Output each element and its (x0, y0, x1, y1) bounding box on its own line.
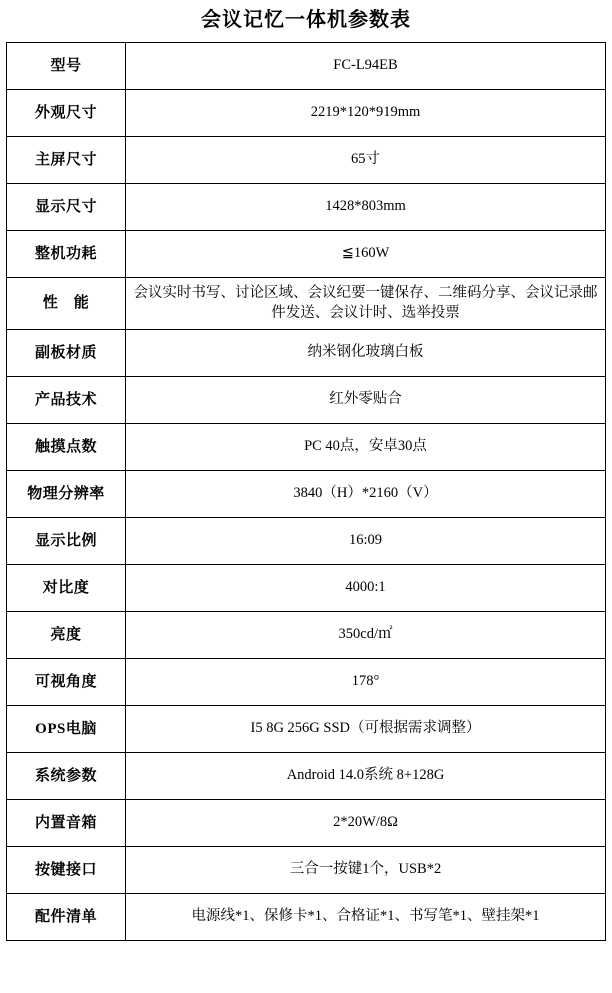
table-row (7, 753, 606, 800)
row-value: 350cd/㎡ (126, 612, 606, 659)
row-label: 性 能 (7, 278, 126, 330)
table-row (7, 800, 606, 847)
row-value: 4000:1 (126, 565, 606, 612)
row-label: 可视角度 (7, 659, 126, 706)
row-label: 副板材质 (7, 330, 126, 377)
table-row (7, 894, 606, 941)
row-label: 显示比例 (7, 518, 126, 565)
table-row (7, 424, 606, 471)
row-value: 纳米钢化玻璃白板 (126, 330, 606, 377)
row-label: 显示尺寸 (7, 184, 126, 231)
row-value: I5 8G 256G SSD（可根据需求调整） (126, 706, 606, 753)
row-label: 按键接口 (7, 847, 126, 894)
table-row (7, 278, 606, 330)
row-label: 物理分辨率 (7, 471, 126, 518)
table-row (7, 90, 606, 137)
row-label: OPS电脑 (7, 706, 126, 753)
row-value: ≦160W (126, 231, 606, 278)
table-row (7, 847, 606, 894)
table-row (7, 659, 606, 706)
row-value: Android 14.0系统 8+128G (126, 753, 606, 800)
table-row (7, 137, 606, 184)
row-value: 2219*120*919mm (126, 90, 606, 137)
row-label: 外观尺寸 (7, 90, 126, 137)
row-value: 会议实时书写、讨论区域、会议纪要一键保存、二维码分享、会议记录邮件发送、会议计时、选举投票 (126, 278, 606, 330)
page-title: 会议记忆一体机参数表 (201, 9, 411, 31)
row-value: 三合一按键1个，USB*2 (126, 847, 606, 894)
row-label: 系统参数 (7, 753, 126, 800)
row-value: PC 40点，安卓30点 (126, 424, 606, 471)
table-row (7, 330, 606, 377)
row-label: 整机功耗 (7, 231, 126, 278)
row-value: 65寸 (126, 137, 606, 184)
row-label: 触摸点数 (7, 424, 126, 471)
table-body (7, 43, 606, 941)
row-label: 配件清单 (7, 894, 126, 941)
row-label: 型号 (7, 43, 126, 90)
table-row (7, 706, 606, 753)
row-value: 电源线*1、保修卡*1、合格证*1、书写笔*1、壁挂架*1 (126, 894, 606, 941)
row-value: 178° (126, 659, 606, 706)
table-row (7, 565, 606, 612)
row-value: 16:09 (126, 518, 606, 565)
table-row (7, 231, 606, 278)
row-label: 内置音箱 (7, 800, 126, 847)
row-value: 红外零贴合 (126, 377, 606, 424)
row-label: 亮度 (7, 612, 126, 659)
table-row (7, 612, 606, 659)
row-value: 1428*803mm (126, 184, 606, 231)
row-label: 产品技术 (7, 377, 126, 424)
row-value: 2*20W/8Ω (126, 800, 606, 847)
row-label: 对比度 (7, 565, 126, 612)
row-value: 3840（H）*2160（V） (126, 471, 606, 518)
table-row (7, 184, 606, 231)
table-row (7, 471, 606, 518)
row-label: 主屏尺寸 (7, 137, 126, 184)
table-row (7, 43, 606, 90)
table-row (7, 518, 606, 565)
row-value: FC-L94EB (126, 43, 606, 90)
table-row (7, 377, 606, 424)
specification-table (6, 42, 606, 941)
